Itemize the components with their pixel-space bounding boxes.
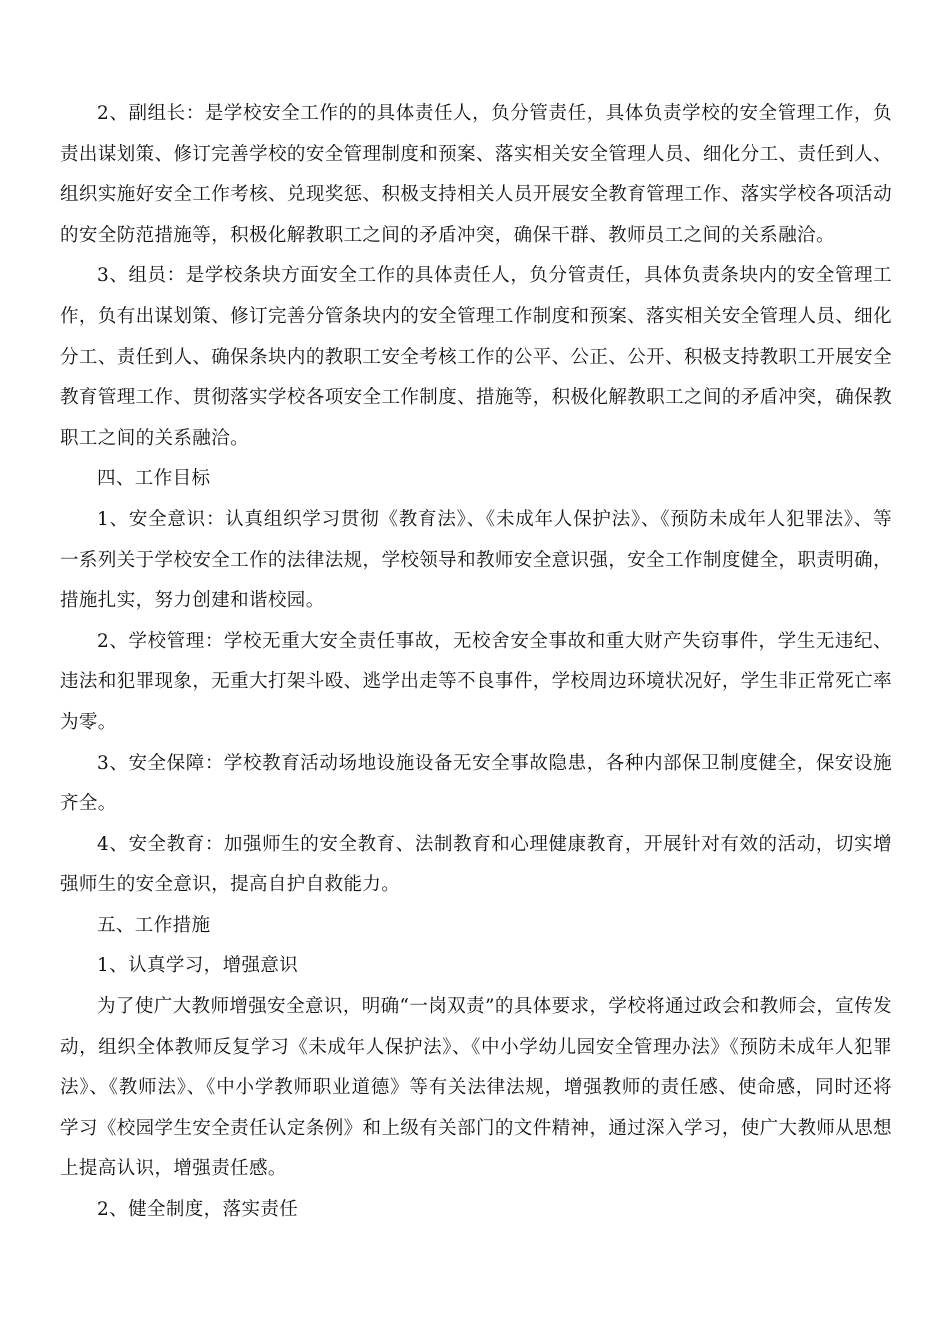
section-heading-work-measures: 五、工作措施 (97, 914, 211, 936)
subheading-system-responsibility: 2、健全制度，落实责任 (97, 1199, 299, 1221)
section-heading-work-goals: 四、工作目标 (97, 468, 211, 490)
subheading-study-awareness: 1、认真学习，增强意识 (97, 955, 299, 977)
paragraph-safety-education: 4、安全教育：加强师生的安全教育、法制教育和心理健康教育，开展针对有效的活动，切实增强师生的安全意识，提高自护自救能力。 (60, 833, 892, 896)
paragraph-safety-awareness: 1、安全意识：认真组织学习贯彻《教育法》、《未成年人保护法》、《预防未成年人犯罪法》、等一系列关于学校安全工作的法律法规，学校领导和教师安全意识强，安全工作制度健全，职责明确，措施扎实，努力创建和谐校园。 (60, 508, 892, 612)
paragraph-safety-guarantee: 3、安全保障：学校教育活动场地设施设备无安全事故隐患，各种内部保卫制度健全，保安设施齐全。 (60, 752, 892, 815)
paragraph-members: 3、组员：是学校条块方面安全工作的具体责任人，负分管责任，具体负责条块内的安全管理工作，负有出谋划策、修订完善分管条块内的安全管理工作制度和预案、落实相关安全管理人员、细化分工、责任到人、确保条块内的教职工安全考核工作的公平、公正、公开、积极支持教职工开展安全教育管理工作、贯彻落实学校各项安全工作制度、措施等，积极化解教职工之间的矛盾冲突，确保教职工之间的关系融洽。 (60, 265, 892, 449)
paragraph-study-details: 为了使广大教师增强安全意识，明确“一岗双责”的具体要求，学校将通过政会和教师会，宣传发动，组织全体教师反复学习《未成年人保护法》、《中小学幼儿园安全管理办法》《预防未成年人犯罪法》、《教师法》、《中小学教师职业道德》等有关法律法规，增强教师的责任感、使命感，同时还将学习《校园学生安全责任认定条例》和上级有关部门的文件精神，通过深入学习，使广大教师从思想上提高认识，增强责任感。 (60, 996, 892, 1180)
paragraph-school-management: 2、学校管理：学校无重大安全责任事故，无校舍安全事故和重大财产失窃事件，学生无违纪、违法和犯罪现象，无重大打架斗殴、逃学出走等不良事件，学校周边环境状况好，学生非正常死亡率为零。 (60, 630, 892, 733)
paragraph-deputy-leader: 2、副组长：是学校安全工作的的具体责任人，负分管责任，具体负责学校的安全管理工作，负责出谋划策、修订完善学校的安全管理制度和预案、落实相关安全管理人员、细化分工、责任到人、组织实施好安全工作考核、兑现奖惩、积极支持相关人员开展安全教育管理工作、落实学校各项活动的安全防范措施等，积极化解教职工之间的矛盾冲突，确保干群、教师员工之间的关系融洽。 (60, 103, 892, 246)
document-page (60, 94, 892, 1231)
